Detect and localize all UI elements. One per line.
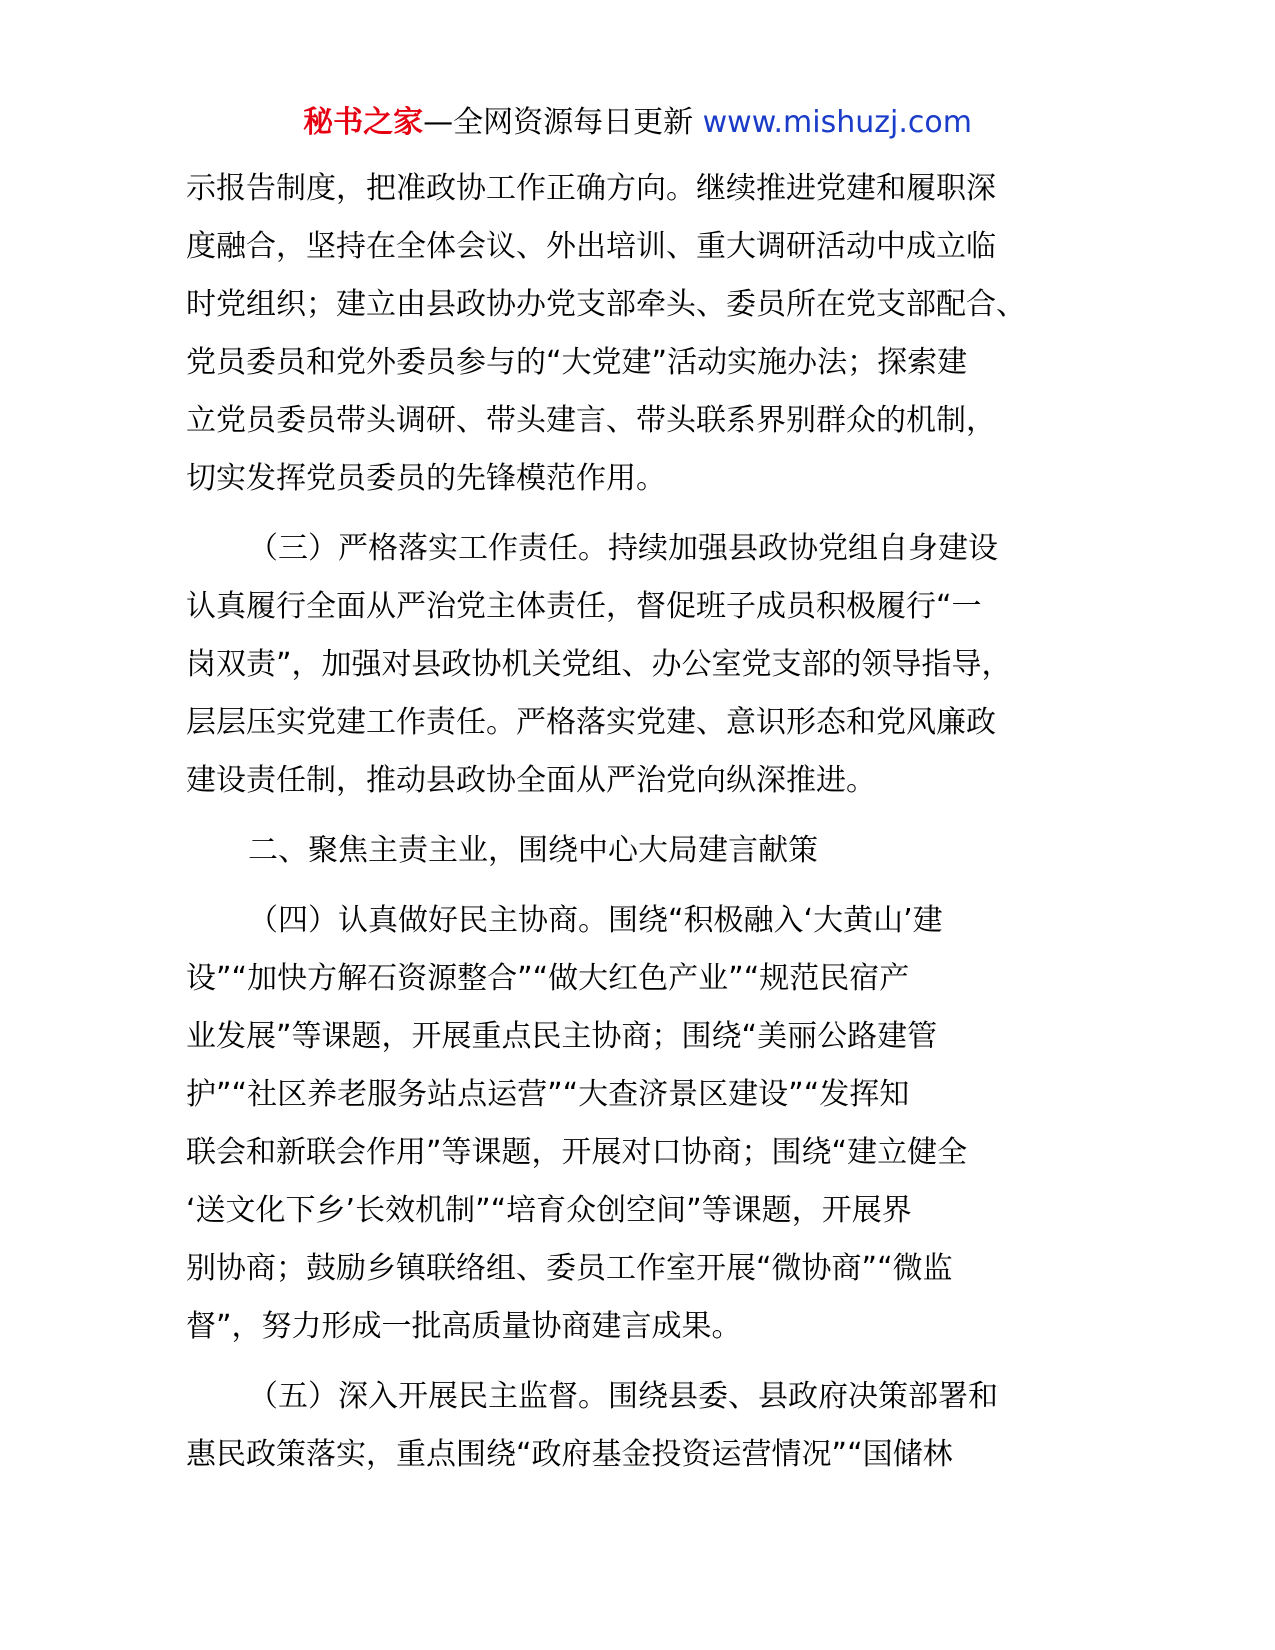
text-line: 切实发挥党员委员的先锋模范作用。 (186, 461, 666, 496)
text-line: 惠民政策落实，重点围绕“政府基金投资运营情况”“国储林 (186, 1437, 953, 1472)
text-line: 党员委员和党外委员参与的“大党建”活动实施办法；探索建 (186, 345, 968, 380)
text-line: 层层压实党建工作责任。严格落实党建、意识形态和党风廉政 (186, 705, 996, 740)
text-line: 时党组织；建立由县政协办党支部牵头、委员所在党支部配合、 (186, 287, 1026, 322)
text-line: 立党员委员带头调研、带头建言、带头联系界别群众的机制， (186, 403, 996, 438)
paragraph-section-3 (186, 520, 1106, 810)
text-line: 业发展”等课题，开展重点民主协商；围绕“美丽公路建管 (186, 1019, 938, 1054)
text-line: 别协商；鼓励乡镇联络组、委员工作室开展“微协商”“微监 (186, 1251, 953, 1286)
text-line: 认真履行全面从严治党主体责任，督促班子成员积极履行“一 (186, 589, 982, 624)
text-line: 联会和新联会作用”等课题，开展对口协商；围绕“建立健全 (186, 1135, 968, 1170)
text-line: 设”“加快方解石资源整合”“做大红色产业”“规范民宿产 (186, 961, 910, 996)
text-line: 度融合，坚持在全体会议、外出培训、重大调研活动中成立临 (186, 229, 996, 264)
text-line: （四）认真做好民主协商。围绕“积极融入‘大黄山’建 (248, 903, 943, 938)
brand-name: 秘书之家 (303, 105, 424, 140)
text-line: 督”，努力形成一批高质量协商建言成果。 (186, 1309, 742, 1344)
text-line: 建设责任制，推动县政协全面从严治党向纵深推进。 (186, 763, 876, 798)
heading-line: 二、聚焦主责主业，围绕中心大局建言献策 (248, 833, 818, 868)
header-slogan: —全网资源每日更新 (423, 105, 694, 140)
text-line: （三）严格落实工作责任。持续加强县政协党组自身建设 (248, 531, 998, 566)
paragraph-continuation (186, 160, 1106, 508)
document-body (186, 160, 1106, 1484)
text-line: 岗双责”，加强对县政协机关党组、办公室党支部的领导指导， (186, 647, 1012, 682)
text-line: 示报告制度，把准政协工作正确方向。继续推进党建和履职深 (186, 171, 996, 206)
section-heading (186, 822, 1106, 880)
text-line: ‘送文化下乡’长效机制”“培育众创空间”等课题，开展界 (186, 1193, 912, 1228)
site-url-link[interactable]: www.mishuzj.com (702, 105, 972, 140)
paragraph-section-4 (186, 892, 1106, 1356)
paragraph-section-5 (186, 1368, 1106, 1484)
text-line: 护”“社区养老服务站点运营”“大查济景区建设”“发挥知 (186, 1077, 910, 1112)
site-header (0, 103, 1275, 143)
text-line: （五）深入开展民主监督。围绕县委、县政府决策部署和 (248, 1379, 998, 1414)
